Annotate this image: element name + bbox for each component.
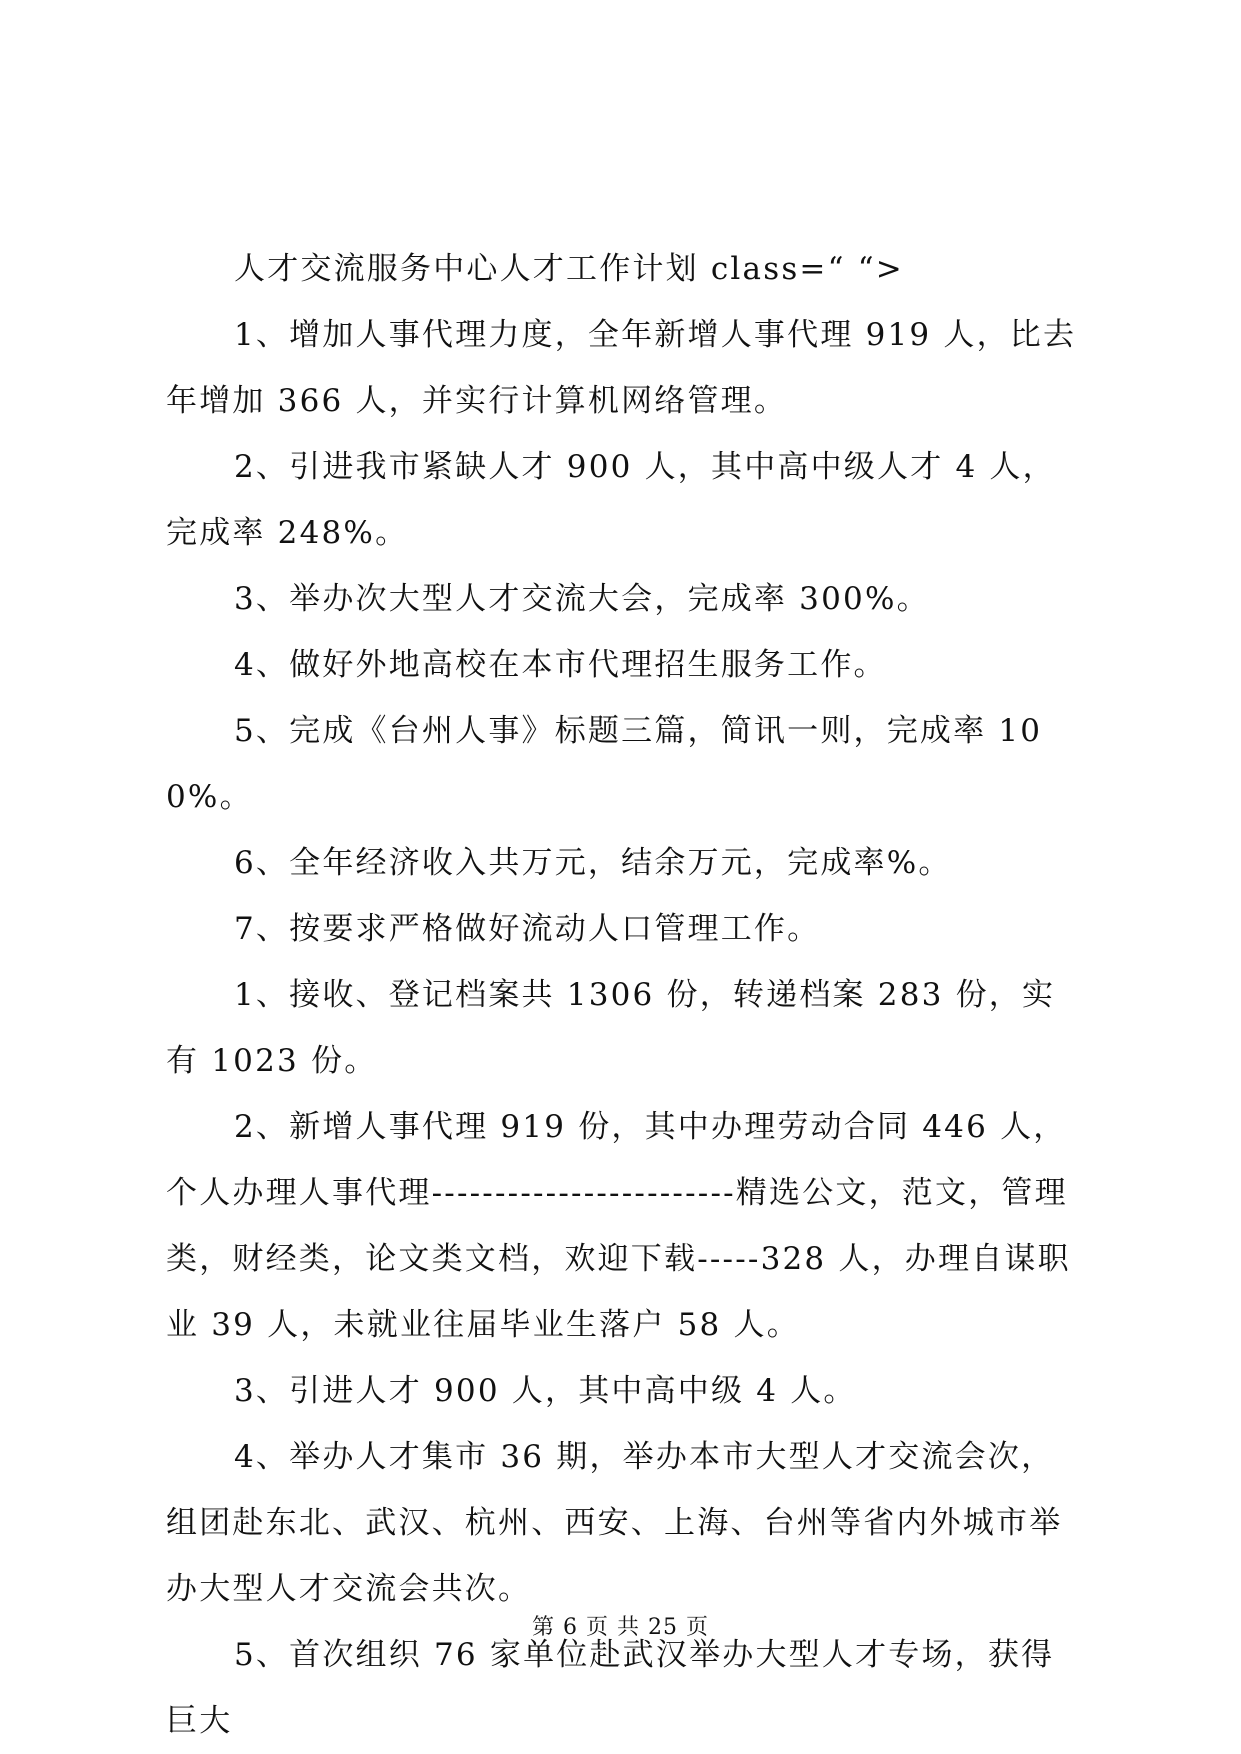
paragraph: 7、按要求严格做好流动人口管理工作。: [234, 911, 821, 947]
paragraph: 5、完成《台州人事》标题三篇，简讯一则，完成率 100%。: [166, 713, 1043, 815]
paragraph: 1、接收、登记档案共 1306 份，转递档案 283 份，实有 1023 份。: [166, 977, 1056, 1079]
paragraph: 6、全年经济收入共万元，结余万元，完成率%。: [234, 845, 952, 881]
paragraph: 5、首次组织 76 家单位赴武汉举办大型人才专场，获得巨大: [166, 1637, 1055, 1739]
paragraph: 2、新增人事代理 919 份，其中办理劳动合同 446 人，个人办理人事代理------------------------精选公文，范文，管理类，财经类，论文类文档，欢迎下载-----328 人，办理自谋职业 39 人，未就业往届毕业生落户 58 人。: [166, 1109, 1071, 1343]
paragraph: 3、引进人才 900 人，其中高中级 4 人。: [234, 1373, 857, 1409]
page-number-footer: 第 6 页 共 25 页: [532, 1615, 709, 1640]
document-title-line: 人才交流服务中心人才工作计划 class=“ “>: [234, 251, 904, 287]
paragraph: 2、引进我市紧缺人才 900 人，其中高中级人才 4 人，完成率 248%。: [166, 449, 1056, 551]
paragraph: 4、做好外地高校在本市代理招生服务工作。: [234, 647, 887, 683]
paragraph: 1、增加人事代理力度，全年新增人事代理 919 人，比去年增加 366 人，并实行计算机网络管理。: [166, 317, 1077, 419]
document-body: [166, 236, 1086, 1754]
paragraph: 3、举办次大型人才交流大会，完成率 300%。: [234, 581, 930, 617]
paragraph: 4、举办人才集市 36 期，举办本市大型人才交流会次，组团赴东北、武汉、杭州、西安、上海、台州等省内外城市举办大型人才交流会共次。: [166, 1439, 1063, 1607]
